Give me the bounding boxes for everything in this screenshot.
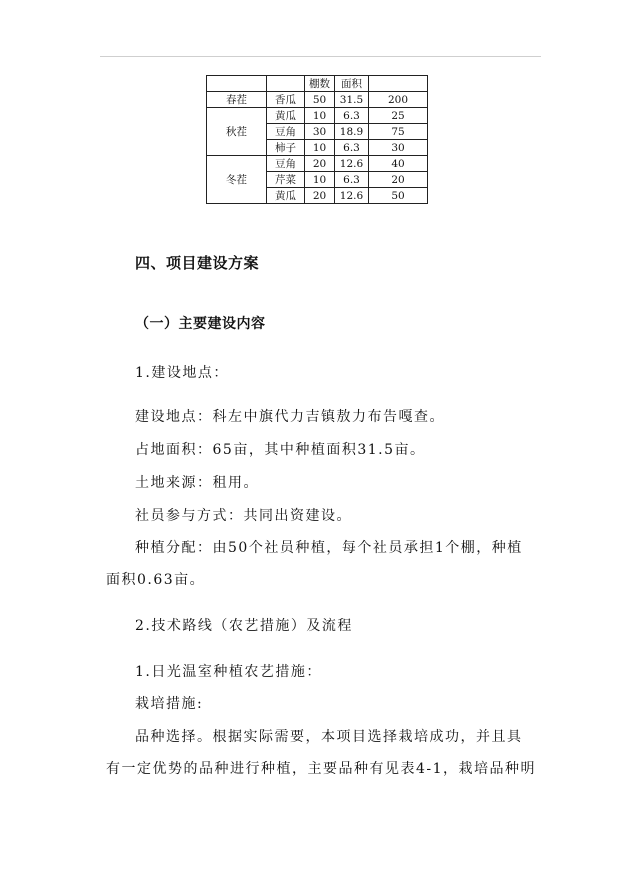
count-cell: 30 [305, 124, 335, 140]
table-header-row [207, 76, 428, 92]
crop-table [206, 75, 428, 204]
season-cell: 冬茬 [207, 156, 267, 204]
season-cell: 春茬 [207, 92, 267, 108]
value-cell: 75 [369, 124, 428, 140]
paragraph-participation: 社员参与方式：共同出资建设。 [135, 508, 352, 524]
count-cell: 20 [305, 156, 335, 172]
paragraph-allocation: 种植分配：由50个社员种植，每个社员承担1个棚，种植 [135, 540, 523, 556]
value-cell: 25 [369, 108, 428, 124]
paragraph-greenhouse: 1.日光温室种植农艺措施： [135, 664, 322, 680]
paragraph-variety: 品种选择。根据实际需要，本项目选择栽培成功，并且具 [135, 729, 523, 745]
crop-cell: 豆角 [267, 156, 305, 172]
value-cell: 20 [369, 172, 428, 188]
area-cell: 12.6 [335, 156, 369, 172]
value-cell: 50 [369, 188, 428, 204]
table-row [207, 156, 428, 172]
value-cell: 200 [369, 92, 428, 108]
header-rule [100, 56, 541, 57]
area-cell: 6.3 [335, 140, 369, 156]
section-title: 四、项目建设方案 [135, 254, 260, 272]
table-header-cell: 面积 [335, 76, 369, 92]
crop-cell: 柿子 [267, 140, 305, 156]
table-header-cell: 棚数 [305, 76, 335, 92]
paragraph-tech-route: 2.技术路线（农艺措施）及流程 [135, 618, 353, 634]
crop-cell: 黄瓜 [267, 108, 305, 124]
count-cell: 10 [305, 108, 335, 124]
table-header-cell [267, 76, 305, 92]
table-row [207, 92, 428, 108]
crop-cell: 香瓜 [267, 92, 305, 108]
crop-cell: 豆角 [267, 124, 305, 140]
count-cell: 50 [305, 92, 335, 108]
paragraph-location-heading: 1.建设地点： [135, 365, 229, 381]
paragraph-area: 占地面积：65亩，其中种植面积31.5亩。 [135, 442, 426, 458]
area-cell: 12.6 [335, 188, 369, 204]
count-cell: 20 [305, 188, 335, 204]
crop-cell: 黄瓜 [267, 188, 305, 204]
table-header-cell [207, 76, 267, 92]
count-cell: 10 [305, 172, 335, 188]
subsection-title: （一）主要建设内容 [135, 316, 266, 332]
paragraph-variety-cont: 有一定优势的品种进行种植，主要品种有见表4-1，栽培品种明 [106, 761, 537, 777]
table-header-cell [369, 76, 428, 92]
count-cell: 10 [305, 140, 335, 156]
season-cell: 秋茬 [207, 108, 267, 156]
paragraph-land-source: 土地来源：租用。 [135, 475, 259, 491]
area-cell: 31.5 [335, 92, 369, 108]
value-cell: 40 [369, 156, 428, 172]
area-cell: 18.9 [335, 124, 369, 140]
crop-cell: 芹菜 [267, 172, 305, 188]
value-cell: 30 [369, 140, 428, 156]
paragraph-location: 建设地点：科左中旗代力吉镇敖力布告嘎查。 [135, 409, 445, 425]
area-cell: 6.3 [335, 172, 369, 188]
table-row [207, 108, 428, 124]
area-cell: 6.3 [335, 108, 369, 124]
paragraph-allocation-cont: 面积0.63亩。 [106, 572, 206, 588]
paragraph-cultivation: 栽培措施: [135, 696, 204, 712]
